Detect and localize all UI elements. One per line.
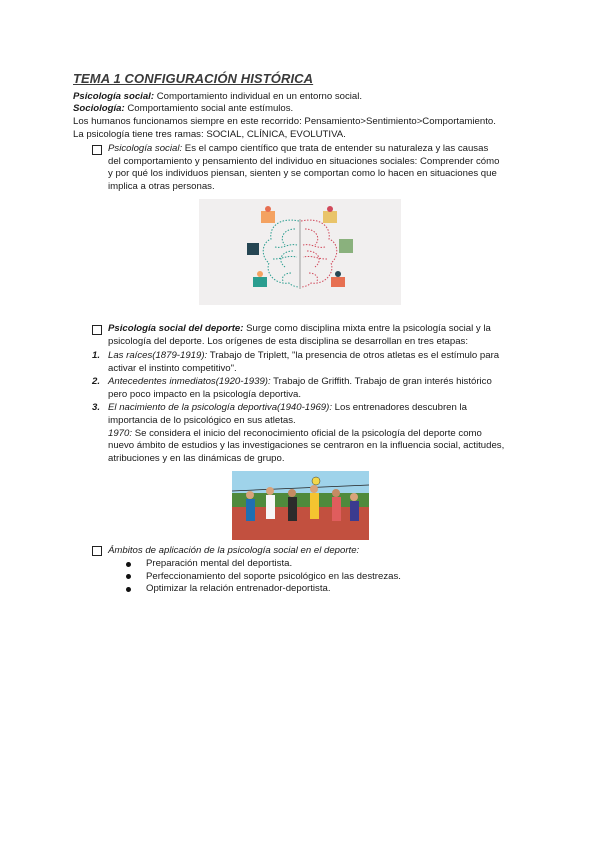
brain-left-hemisphere [263, 220, 299, 287]
section1-line-1: del comportamiento y pensamiento del individuo en situaciones sociales: Comprender cómo [108, 155, 500, 167]
bullet-list [126, 558, 526, 596]
stages-list [92, 350, 542, 465]
year-text: nuevo ámbito de estudios y las investigaciones se centraron en la influencia social, actitudes, [108, 440, 505, 452]
bullet-item [126, 571, 526, 584]
bullet-text: Preparación mental del deportista. [146, 558, 293, 569]
psico-text: Comportamiento individual en un entorno social. [156, 91, 363, 102]
section1-line-3: implica a otras personas. [108, 180, 215, 192]
section2-label: Psicología social del deporte: [108, 323, 244, 334]
section2-line-0: Surge como disciplina mixta entre la psicología social y la [246, 323, 491, 334]
checkbox-psicologia-deporte[interactable] [92, 325, 102, 335]
bullet-dot [126, 574, 131, 579]
bullet-dot [126, 587, 131, 592]
socio-label: Sociología: [73, 103, 125, 114]
stage-item-1 [92, 350, 542, 375]
year-text: atribuciones y en las dinámicas de grupo. [108, 452, 285, 464]
psico-label: Psicología social: [73, 91, 155, 102]
brain-illustration [199, 199, 401, 305]
section1-line-0: Es el campo científico que trata de entender su naturaleza y las causas [184, 143, 489, 154]
stage-label: Las raíces(1879-1919): [108, 350, 208, 361]
intro-line4: La psicología tiene tres ramas: SOCIAL, CLÍNICA, EVOLUTIVA. [73, 129, 346, 140]
section1-line-2: y por qué los individuos piensan, sienten y se comportan como lo hacen en situaciones que [108, 168, 497, 180]
brain-svg [199, 199, 401, 305]
bullet-text: Perfeccionamiento del soporte psicológico en las destrezas. [146, 570, 401, 582]
section1-label: Psicología social: [108, 143, 183, 154]
intro-socio-line [73, 103, 293, 115]
year-label: 1970: [108, 427, 133, 439]
stage-text: Los entrenadores descubren la [334, 402, 467, 414]
checkbox-ambitos[interactable] [92, 546, 102, 556]
stage-num: 2. [92, 376, 101, 388]
brain-right-hemisphere [301, 220, 337, 287]
section2-text [108, 323, 548, 348]
volleyball-photo [232, 471, 369, 540]
intro-line3: Los humanos funcionamos siempre en este recorrido: Pensamiento>Sentimiento>Comportamiento. [73, 116, 496, 127]
page-title: TEMA 1 CONFIGURACIÓN HISTÓRICA [73, 71, 314, 86]
intro-psico-line [73, 91, 362, 103]
bullet-item [126, 583, 526, 596]
year-text: Se considera el inicio del reconocimiento oficial de la psicología del deporte como [134, 427, 482, 439]
section1-text [108, 143, 528, 193]
stage-text: activar el instinto competitivo". [108, 362, 237, 374]
stage-text: Trabajo de Triplett, "la presencia de otros atletas es el estímulo para [209, 350, 500, 361]
stage-text: pero poco impacto en la psicología deportiva. [108, 388, 302, 400]
stage-item-3 [92, 402, 542, 465]
stage-num: 1. [92, 350, 101, 361]
stage-label: El nacimiento de la psicología deportiva(1940-1969): [108, 402, 332, 414]
stage-text: Trabajo de Griffith. Trabajo de gran interés histórico [273, 376, 492, 388]
socio-text: Comportamiento social ante estímulos. [127, 103, 294, 114]
checkbox-psicologia-social[interactable] [92, 145, 102, 155]
stage-text: importancia de lo psicológico en sus atletas. [108, 414, 296, 426]
volleyball-svg [232, 471, 369, 540]
bullet-item [126, 558, 526, 571]
bullet-text: Optimizar la relación entrenador-deportista. [146, 583, 331, 595]
stage-label: Antecedentes inmediatos(1920-1939): [108, 376, 271, 388]
section3-label: Ámbitos de aplicación de la psicología social en el deporte: [108, 545, 360, 556]
section2-line-1: psicología del deporte. Los orígenes de esta disciplina se desarrollan en tres etapas: [108, 335, 468, 347]
stage-num: 3. [92, 402, 101, 414]
bullet-dot [126, 562, 131, 567]
stage-item-2 [92, 376, 542, 401]
